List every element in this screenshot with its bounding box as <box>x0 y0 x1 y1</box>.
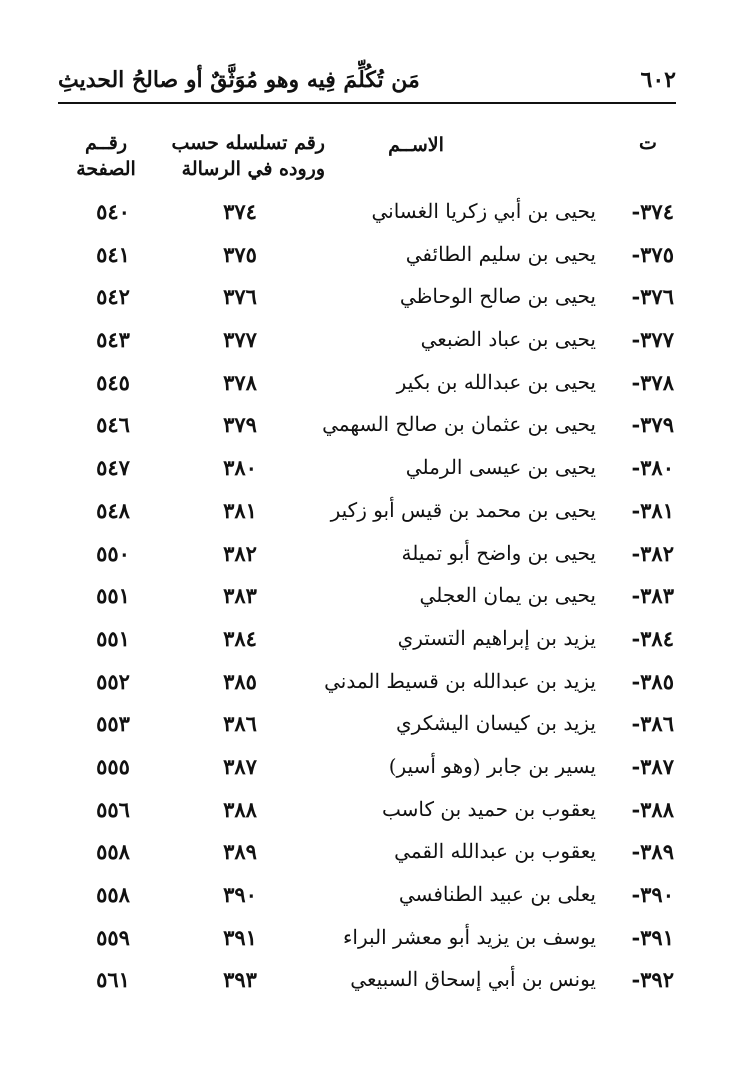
column-header-sequence-line2: وروده في الرسالة <box>181 158 325 180</box>
narrator-name: يحيى بن واضح أبو تميلة <box>401 540 596 565</box>
narrator-name: يزيد بن كيسان اليشكري <box>396 711 596 736</box>
column-header-name: الاســم <box>388 134 444 156</box>
table-row <box>0 323 736 366</box>
page-reference: ٥٤٢ <box>96 284 130 310</box>
column-header-page <box>66 130 146 182</box>
column-header-page-line1: رقــم <box>84 132 128 154</box>
page-reference: ٥٤٧ <box>96 455 130 481</box>
page-reference: ٥٤٦ <box>96 412 130 438</box>
narrator-table <box>0 195 736 1006</box>
narrator-name: يوسف بن يزيد أبو معشر البراء <box>343 924 596 949</box>
table-row <box>0 238 736 281</box>
page-title: مَن تُكُلِّمَ فِيه وهو مُوَثَّقٌ أو صالحُ الحديثِ <box>58 67 420 93</box>
sequence-number: ٣٨٠ <box>223 455 257 481</box>
narrator-name: يزيد بن إبراهيم التستري <box>397 625 596 650</box>
sequence-number: ٣٨٦ <box>223 711 257 737</box>
sequence-number: ٣٨٩ <box>223 839 257 865</box>
sequence-number: ٣٨٥ <box>223 668 257 694</box>
row-index: ٣٧٩- <box>631 412 674 438</box>
page-reference: ٥٥٢ <box>96 668 130 694</box>
row-index: ٣٨٥- <box>631 668 674 694</box>
sequence-number: ٣٨١ <box>223 497 257 523</box>
table-row <box>0 537 736 580</box>
page-reference: ٥٤٣ <box>96 327 130 353</box>
narrator-name: يحيى بن صالح الوحاظي <box>399 284 596 309</box>
narrator-name: يعقوب بن عبدالله القمي <box>394 839 596 864</box>
column-header-number: ت <box>639 132 657 154</box>
row-index: ٣٩١- <box>631 924 674 950</box>
row-index: ٣٨٧- <box>631 753 674 779</box>
table-row <box>0 750 736 793</box>
sequence-number: ٣٧٥ <box>223 241 257 267</box>
row-index: ٣٨٠- <box>631 455 674 481</box>
page-reference: ٥٥٣ <box>96 711 130 737</box>
table-row <box>0 921 736 964</box>
sequence-number: ٣٨٤ <box>223 625 257 651</box>
narrator-name: يعلى بن عبيد الطنافسي <box>398 882 596 906</box>
sequence-number: ٣٨٧ <box>223 753 257 779</box>
page-reference: ٥٥٠ <box>96 540 130 566</box>
row-index: ٣٨٢- <box>631 540 674 566</box>
table-row <box>0 366 736 409</box>
row-index: ٣٧٧- <box>631 327 674 353</box>
sequence-number: ٣٩١ <box>223 924 257 950</box>
sequence-number: ٣٨٣ <box>223 583 257 609</box>
page-reference: ٥٤١ <box>96 241 130 267</box>
narrator-name: يحيى بن عيسى الرملي <box>405 455 596 480</box>
table-row <box>0 451 736 494</box>
sequence-number: ٣٧٤ <box>223 199 257 224</box>
row-index: ٣٨٦- <box>631 711 674 737</box>
table-row <box>0 963 736 1006</box>
row-index: ٣٧٤- <box>631 199 674 224</box>
narrator-name: يحيى بن محمد بن قيس أبو زكير <box>330 497 596 522</box>
narrator-name: يحيى بن عباد الضبعي <box>420 327 596 352</box>
narrator-name: يونس بن أبي إسحاق السبيعي <box>350 967 596 992</box>
sequence-number: ٣٩٣ <box>223 967 257 993</box>
narrator-name: يحيى بن عبدالله بن بكير <box>396 369 596 394</box>
page-reference: ٥٥١ <box>96 583 130 609</box>
page-number: ٦٠٢ <box>640 67 676 93</box>
table-row <box>0 494 736 537</box>
page-reference: ٥٥٥ <box>96 753 130 779</box>
page-reference: ٥٥١ <box>96 625 130 651</box>
table-row <box>0 408 736 451</box>
row-index: ٣٨٩- <box>631 839 674 865</box>
table-row <box>0 622 736 665</box>
table-row <box>0 280 736 323</box>
row-index: ٣٧٥- <box>631 241 674 267</box>
narrator-name: يعقوب بن حميد بن كاسب <box>382 796 596 821</box>
column-header-sequence <box>165 130 325 182</box>
running-head <box>58 62 676 98</box>
narrator-name: يحيى بن سليم الطائفي <box>405 241 596 266</box>
table-row <box>0 793 736 836</box>
sequence-number: ٣٧٧ <box>223 327 257 353</box>
sequence-number: ٣٨٢ <box>223 540 257 566</box>
row-index: ٣٩٢- <box>631 967 674 993</box>
row-index: ٣٨١- <box>631 497 674 523</box>
row-index: ٣٧٦- <box>631 284 674 310</box>
page-reference: ٥٤٥ <box>96 369 130 395</box>
page-reference: ٥٥٦ <box>96 796 130 822</box>
row-index: ٣٩٠- <box>631 882 674 907</box>
sequence-number: ٣٧٨ <box>223 369 257 395</box>
row-index: ٣٨٨- <box>631 796 674 822</box>
narrator-name: يزيد بن عبدالله بن قسيط المدني <box>324 668 596 693</box>
row-index: ٣٨٤- <box>631 625 674 651</box>
row-index: ٣٨٣- <box>631 583 674 609</box>
table-row <box>0 878 736 921</box>
table-row <box>0 707 736 750</box>
page-reference: ٥٥٩ <box>96 924 130 950</box>
page-reference: ٥٥٨ <box>96 882 130 907</box>
sequence-number: ٣٨٨ <box>223 796 257 822</box>
page-reference: ٥٥٨ <box>96 839 130 865</box>
table-row <box>0 835 736 878</box>
page-reference: ٥٦١ <box>96 967 130 993</box>
table-row <box>0 665 736 708</box>
sequence-number: ٣٧٩ <box>223 412 257 438</box>
table-row <box>0 579 736 622</box>
narrator-name: يسير بن جابر (وهو أسير) <box>388 753 596 778</box>
column-header-sequence-line1: رقم تسلسله حسب <box>171 132 325 154</box>
sequence-number: ٣٧٦ <box>223 284 257 310</box>
narrator-name: يحيى بن أبي زكريا الغساني <box>371 199 596 223</box>
sequence-number: ٣٩٠ <box>223 882 257 907</box>
page-reference: ٥٤٨ <box>96 497 130 523</box>
narrator-name: يحيى بن عثمان بن صالح السهمي <box>322 412 596 437</box>
page-reference: ٥٤٠ <box>96 199 130 224</box>
column-header-page-line2: الصفحة <box>76 158 136 180</box>
narrator-name: يحيى بن يمان العجلي <box>419 583 596 608</box>
header-rule <box>58 102 676 104</box>
table-row <box>0 195 736 238</box>
row-index: ٣٧٨- <box>631 369 674 395</box>
